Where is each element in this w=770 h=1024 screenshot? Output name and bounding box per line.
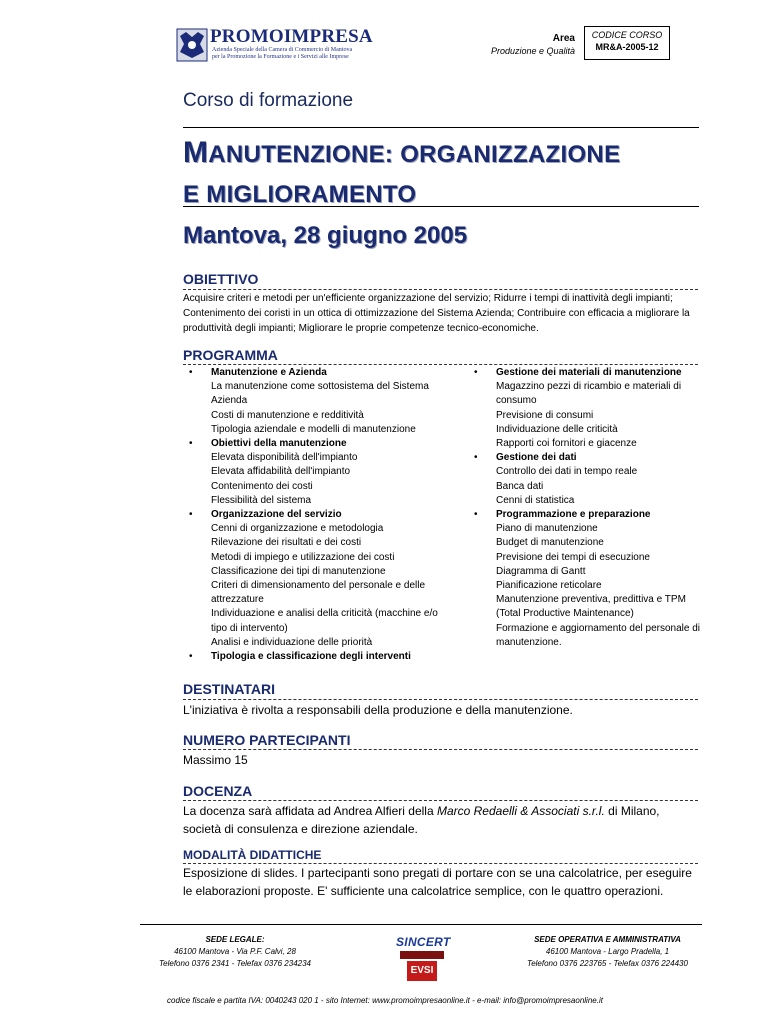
programma-topic: • Programmazione e preparazione Piano di manutenzione Budget di manutenzione Previsione dei tempi di esecuzione Diagramma di Gantt Pianificazione reticolare Manutenzione preventiva, predittiva e TPM (Total Productive Maintenance) Formazione e aggiornamento del personale di manutenzione. — [468, 508, 700, 650]
course-code-box — [584, 26, 670, 60]
docenza-text: La docenza sarà affidata ad Andrea Alfieri della Marco Redaelli & Associati s.r.l. di Milano, società di consulenza e direzione aziendale. — [183, 804, 660, 836]
sede-operativa: SEDE OPERATIVA E AMMINISTRATIVA 46100 Mantova - Largo Pradella, 1 Telefono 0376 223765 - Telefax 0376 224430 — [527, 935, 688, 968]
course-title-line1: MANUTENZIONE: ORGANIZZAZIONE — [183, 136, 621, 169]
obiettivo-divider — [183, 289, 698, 290]
course-code-label: CODICE CORSO — [591, 30, 663, 40]
promoimpresa-logo — [176, 26, 376, 64]
course-code-value: MR&A-2005-12 — [595, 42, 659, 52]
footer-contacts: codice fiscale e partita IVA: 0040243 020 1 - sito Internet: www.promoimpresaonline.it - e-mail: info@promoimpresaonline.it — [167, 996, 603, 1005]
evsi-badge: EVSI — [407, 961, 437, 981]
sede-legale: SEDE LEGALE: 46100 Mantova - Via P.F. Calvi, 28 Telefono 0376 2341 - Telefax 0376 234234 — [159, 935, 311, 968]
destinatari-divider — [183, 699, 698, 700]
sincert-bar — [400, 951, 444, 959]
partecipanti-heading: NUMERO PARTECIPANTI — [183, 732, 351, 748]
obiettivo-text: Acquisire criteri e metodi per un'efficiente organizzazione del servizio; Ridurre i tempi di inattività degli impianti; Contenimento dei coristi in un ottica di ottimizzazione del Sistema Azienda; Contribuire con efficacia a migliorare la produttività degli impianti; Migliorare le proprie competenze tecnico-economiche. — [183, 293, 690, 334]
destinatari-heading: DESTINATARI — [183, 681, 276, 697]
title-rule-top — [183, 127, 699, 128]
programma-heading: PROGRAMMA — [183, 347, 278, 363]
docenza-divider — [183, 800, 698, 801]
programma-left-column — [183, 366, 453, 664]
programma-topic: • Gestione dei materiali di manutenzione Magazzino pezzi di ricambio e materiali di consumo Previsione di consumi Individuazione delle criticità Rapporti coi fornitori e giacenze — [468, 366, 700, 451]
modalita-text: Esposizione di slides. I partecipanti sono pregati di portare con se una calcolatrice, per eseguire le elaborazioni proposte. E' sufficiente una calcolatrice semplice, con le quattro operazioni. — [183, 866, 692, 898]
obiettivo-heading: OBIETTIVO — [183, 271, 259, 287]
partecipanti-text: Massimo 15 — [183, 753, 248, 767]
sincert-logo: SINCERT EVSI — [396, 935, 448, 981]
docenza-heading: DOCENZA — [183, 783, 253, 799]
programma-divider — [183, 364, 698, 365]
logo-subtitle: Azienda Speciale della Camera di Commercio di Mantova per la Promozione la Formazione e i Servizi alle Imprese — [212, 47, 353, 60]
programma-topic: • Tipologia e classificazione degli interventi — [183, 650, 453, 664]
course-title-line2: E MIGLIORAMENTO — [183, 181, 417, 208]
course-date: Mantova, 28 giugno 2005 — [183, 222, 468, 249]
area-label: Area — [552, 33, 575, 44]
area-value: Produzione e Qualità — [490, 46, 575, 56]
logo-name: PROMOIMPRESA — [210, 26, 373, 47]
programma-topic: • Gestione dei dati Controllo dei dati in tempo reale Banca dati Cenni di statistica — [468, 451, 700, 508]
crest-icon — [176, 28, 208, 62]
partecipanti-divider — [183, 749, 698, 750]
programma-topic: • Obiettivi della manutenzione Elevata disponibilità dell'impianto Elevata affidabilità dell'impianto Contenimento dei costi Flessibilità del sistema — [183, 437, 453, 508]
title-rule-bottom — [183, 206, 699, 207]
footer-rule — [140, 924, 702, 925]
course-title — [183, 133, 703, 215]
destinatari-text: L'iniziativa è rivolta a responsabili della produzione e della manutenzione. — [183, 703, 573, 717]
programma-right-column — [468, 366, 700, 650]
modalita-heading: MODALITÀ DIDATTICHE — [183, 848, 322, 862]
programma-topic: • Manutenzione e Azienda La manutenzione come sottosistema del Sistema Azienda Costi di manutenzione e redditività Tipologia aziendale e modelli di manutenzione — [183, 366, 453, 437]
programma-topic: • Organizzazione del servizio Cenni di organizzazione e metodologia Rilevazione dei risultati e dei costi Metodi di impiego e utilizzazione dei costi Classificazione dei tipi di manutenzione Criteri di dimensionamento del personale e delle attrezzature Individuazione e analisi della criticità (macchine e/o tipo di intervento) Analisi e individuazione delle priorità — [183, 508, 453, 650]
course-kicker: Corso di formazione — [183, 90, 354, 111]
